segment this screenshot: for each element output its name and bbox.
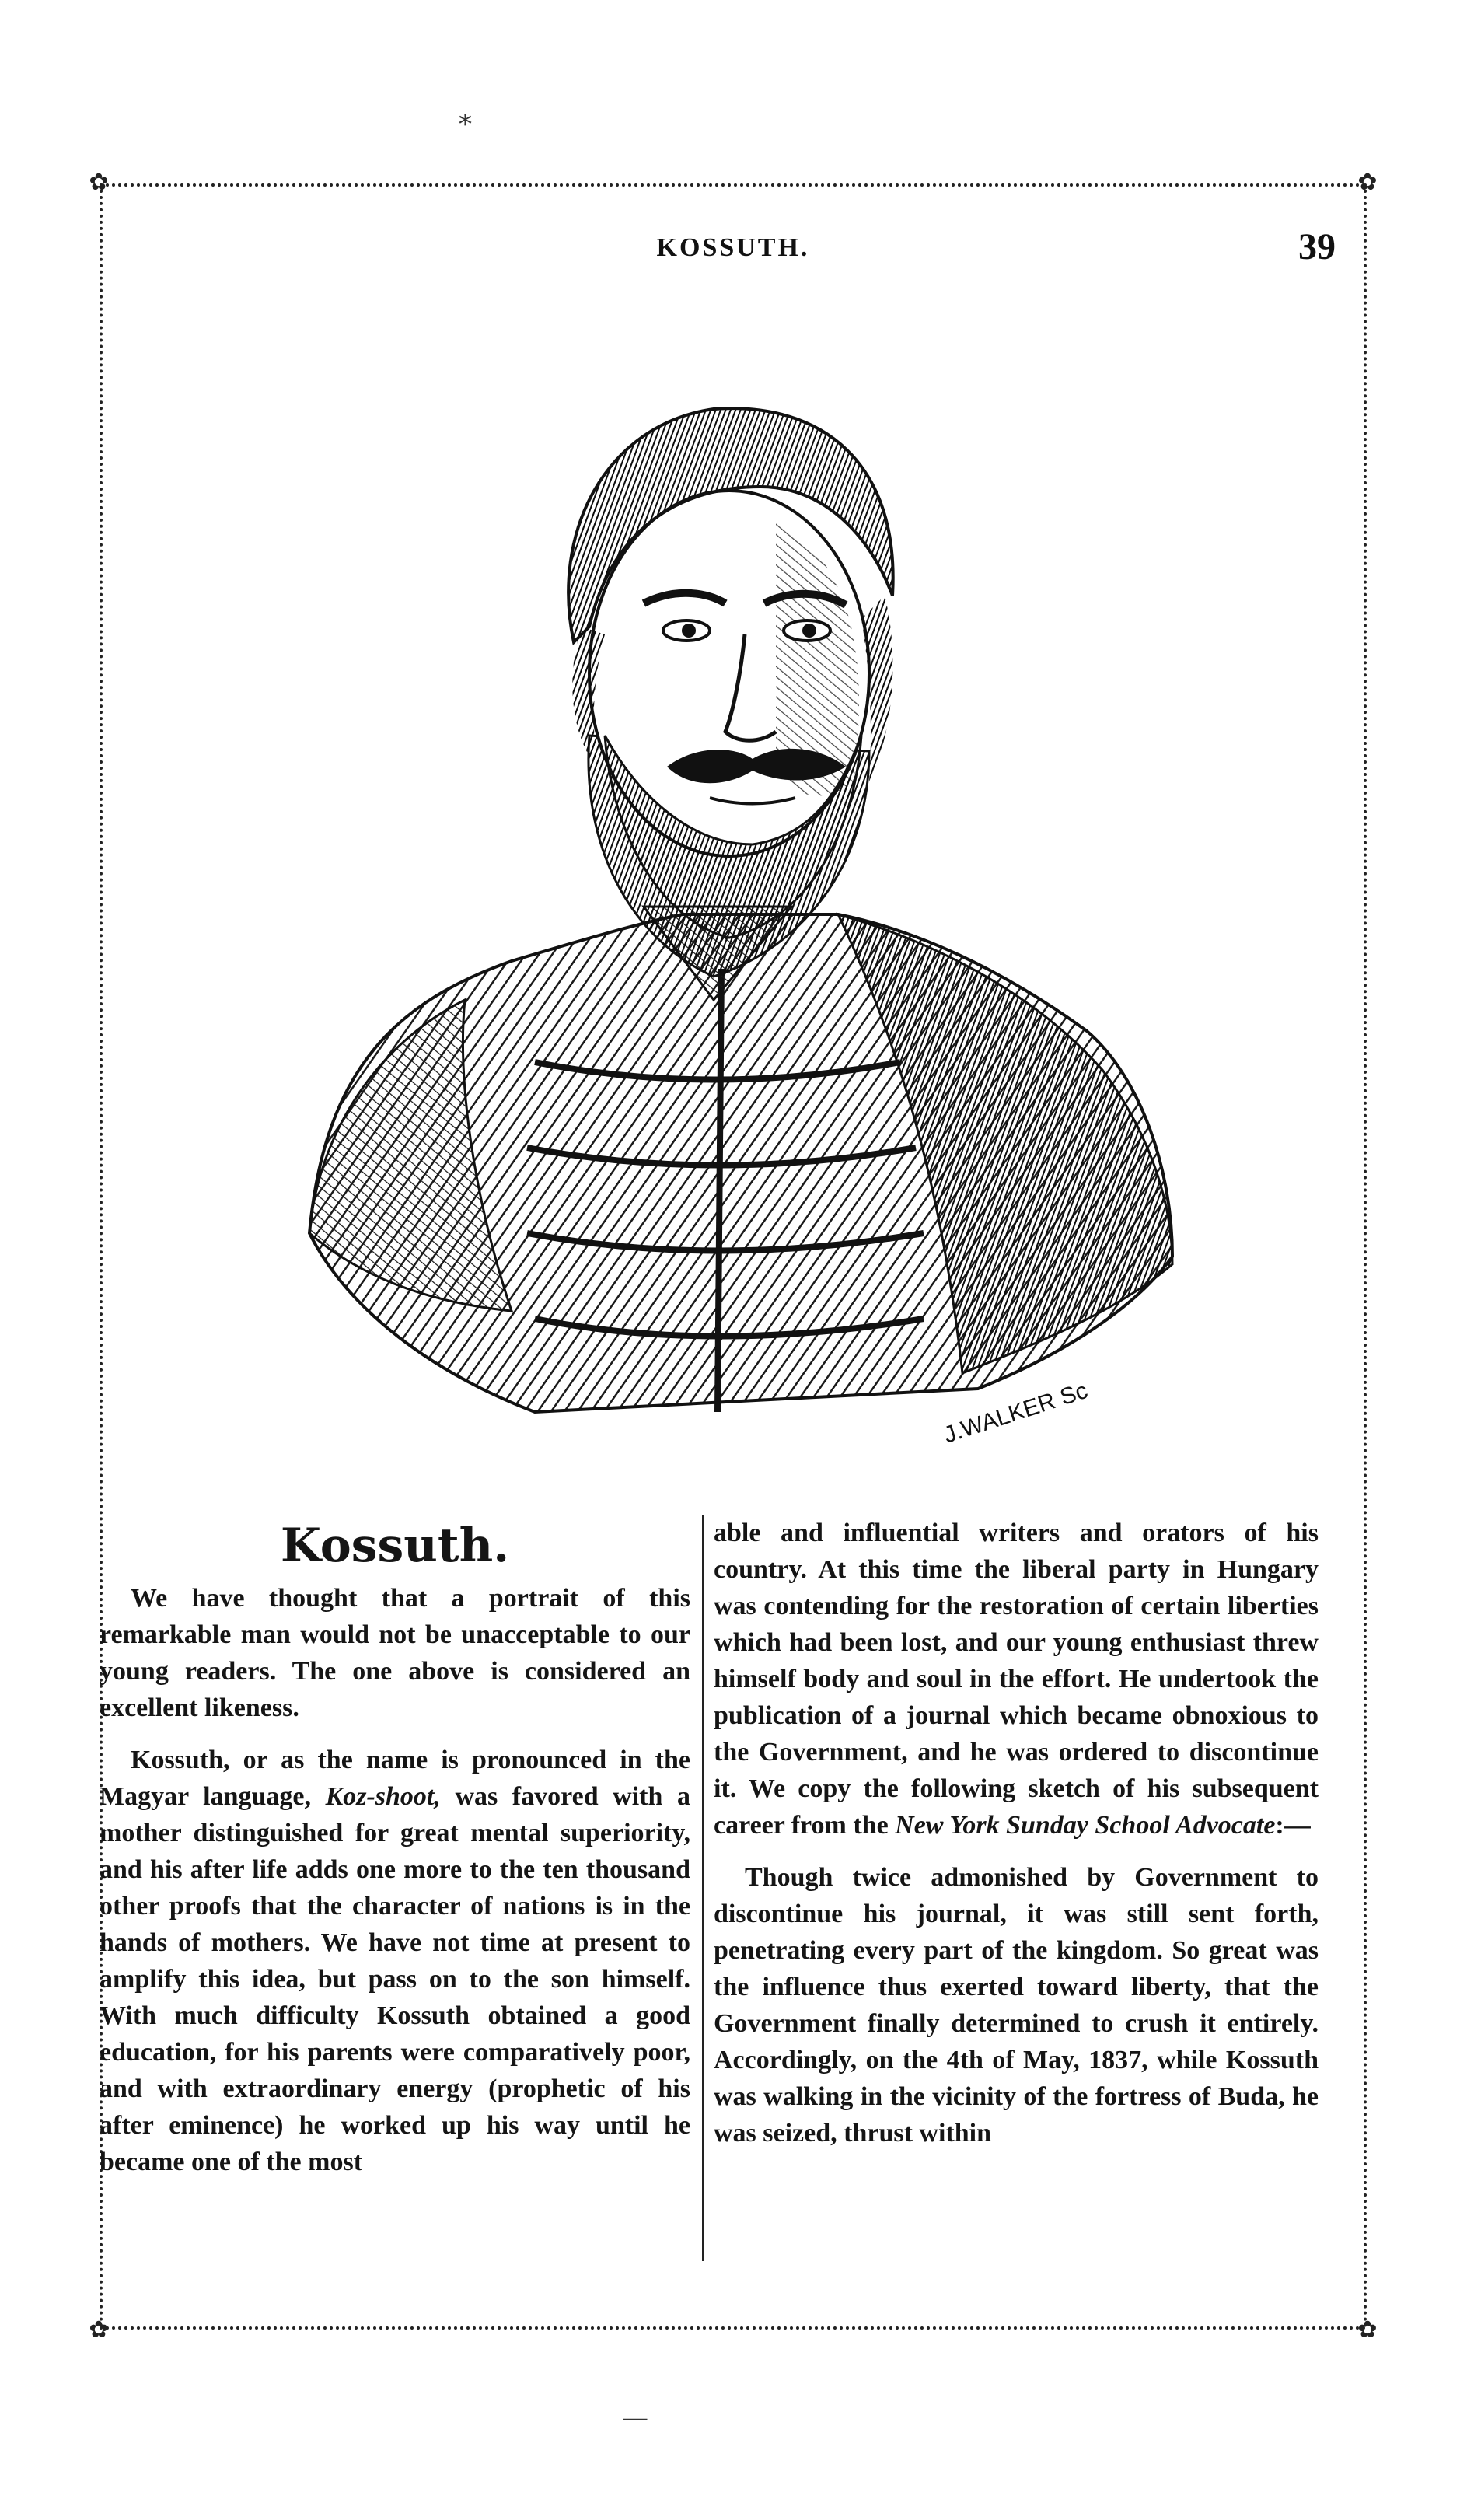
engraver-signature: J.WALKER Sc xyxy=(940,1377,1092,1449)
paragraph-text: We have thought that a portrait of this remarkable man would not be unacceptable to our young readers. The one above is considered an excellent likeness. xyxy=(100,1584,690,1722)
corner-ornament-icon: ✿ xyxy=(89,169,109,196)
paragraph-text: able and influential writers and orators of his country. At this time the liberal party in Hungary was contending for the restoration of certain liberties which had been lost, and our young enthusiast threw himself body and soul in the effort. He undertook the publication of a journal which became obnoxious to the Government, and he was ordered to discontinue it. We copy the following sketch of his subsequent career from the xyxy=(714,1519,1319,1840)
column-divider xyxy=(702,1515,704,2261)
paragraph-text: Kossuth, or as the name is pronounced in the Magyar language, xyxy=(100,1746,690,1811)
emphasis-text: New York Sunday School Advocate xyxy=(895,1811,1276,1840)
paragraph-text: Though twice admonished by Government to discontinue his journal, it was still sent forth, penetrating every part of the kingdom. So great was the influence thus exerted toward liberty, that the Government finally determined to crush it entirely. Accordingly, on the 4th of May, 1837, while Kossuth was walking in the vicinity of the fortress of Buda, he was seized, thrust within xyxy=(714,1863,1319,2148)
running-head: KOSSUTH. xyxy=(656,233,810,262)
left-column xyxy=(100,1515,690,2196)
corner-ornament-icon: ✿ xyxy=(1357,2316,1378,2343)
stray-mark: * xyxy=(459,109,472,140)
corner-ornament-icon: ✿ xyxy=(89,2316,109,2343)
paragraph-text: was favored with a mother distinguished for great mental superiority, and his after life adds one more to the ten thousand other proofs that the character of nations is in the hands of mothers. We have not time at present to amplify this idea, but pass on to the son himself. With much difficulty Kossuth obtained a good education, for his parents were comparatively poor, and with extraordinary energy (prophetic of his after eminence) he worked up his way until he became one of the most xyxy=(100,1782,690,2176)
paragraph xyxy=(714,1515,1319,1844)
stray-mark: — xyxy=(622,2403,648,2434)
emphasis-text: Koz-shoot, xyxy=(325,1782,441,1811)
paragraph xyxy=(714,1859,1319,2151)
paragraph-text: :— xyxy=(1275,1811,1311,1840)
engraved-portrait xyxy=(278,300,1196,1498)
corner-ornament-icon: ✿ xyxy=(1357,169,1378,196)
paragraph xyxy=(100,1580,690,1726)
article-title: Kossuth. xyxy=(280,1519,510,1573)
page-frame xyxy=(89,169,1378,2343)
page-number: 39 xyxy=(1298,226,1336,267)
right-column xyxy=(714,1515,1319,2167)
paragraph xyxy=(100,1742,690,2180)
